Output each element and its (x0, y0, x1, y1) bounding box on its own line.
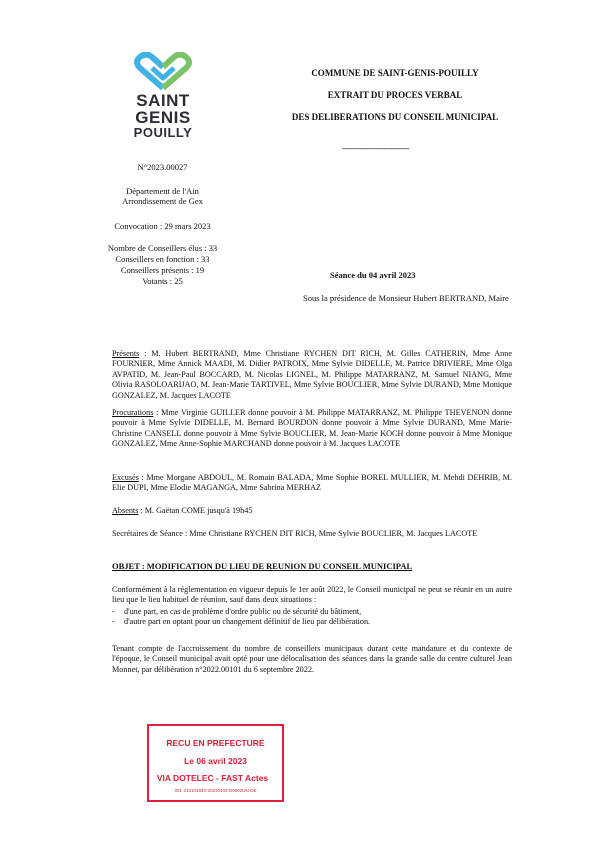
bullet-item-2: - d'autre part en optant pour un changement définitif de lieu par délibération. (112, 617, 512, 627)
conseillers-elus: Nombre de Conseillers élus : 33 (107, 243, 218, 253)
seance-date: Séance du 04 avril 2023 (330, 270, 416, 280)
procurations-paragraph (112, 408, 512, 450)
stamp-line-date: Le 06 avril 2023 (184, 756, 247, 766)
header-commune: COMMUNE DE SAINT-GENIS-POUILLY (311, 68, 479, 78)
logo-wordmark (118, 92, 208, 140)
logo-line-genis: GENIS (135, 108, 191, 127)
presents-paragraph (112, 349, 512, 401)
header-deliberations: DES DELIBERATIONS DU CONSEIL MUNICIPAL (291, 112, 499, 122)
bullet-item-1: - d'une part, en cas de problème d'ordre public ou de sécurité du bâtiment, (112, 607, 512, 617)
heart-logo-icon (132, 52, 194, 92)
conseillers-presents: Conseillers présents : 19 (120, 265, 205, 275)
procurations-label: Procurations (112, 408, 154, 417)
header-separator: ------------------------------- (342, 144, 410, 153)
logo-line-pouilly: POUILLY (133, 125, 193, 140)
presents-label: Présents (112, 349, 140, 358)
arrondissement: Arrondissement de Gex (122, 196, 203, 206)
absents-text: : M. Gaëtan COME jusqu'à 19h45 (138, 506, 253, 515)
excuses-label: Excusés (112, 473, 139, 482)
departement: Département de l'Ain (126, 186, 199, 196)
excuses-paragraph (112, 473, 512, 494)
seance-presidence: Sous la présidence de Monsieur Hubert BERTRAND, Maire (303, 293, 509, 303)
procurations-text: : Mme Virginie GUILLER donne pouvoir à M. Philippe MATARRANZ, M. Philippe THEVENON donne pouvoir à Mme Sylvie DIDELLE, M. Bernard BOURDON donne pouvoir à Mme Sylvie DURAND, Mme Marie-Christine CANSELL donne pouvoir à Mme Sylvie BOUCLIER, M. Jean-Marie KOCH donne pouvoir à Mme Monique GONZALEZ, Mme Anne-Sophie MARCHAND donne pouvoir à M. Jacques LACOTE (112, 408, 512, 449)
body-paragraph-2: Tenant compte de l'accroissement du nombre de conseillers municipaux durant cette mandature et du contexte de l'époque, le Conseil municipal avait opté pour une délocalisation des séances dans la grande salle du centre culturel Jean Monnet, par délibération n°2022.00101 du 6 septembre 2022. (112, 644, 512, 674)
objet-title: OBJET : MODIFICATION DU LIEU DE REUNION DU CONSEIL MUNICIPAL (112, 561, 413, 571)
absents-label: Absents (112, 506, 139, 515)
logo-line-saint: SAINT (136, 91, 190, 110)
body-bullets (112, 607, 512, 628)
header-extrait: EXTRAIT DU PROCES VERBAL (327, 90, 463, 100)
absents-paragraph (112, 506, 512, 516)
stamp-line-recu: RECU EN PREFECTURE (166, 738, 265, 748)
body-paragraph-1: Conformément à la réglementation en vigueur depuis le 1er août 2022, le Conseil municipal ne peut se réunir en un autre lieu que le lieu habituel de réunion, sauf dans deux situations : (112, 585, 512, 605)
votants: Votants : 25 (142, 276, 183, 286)
presents-text: : M. Hubert BERTRAND, Mme Christiane RYCHEN DIT RICH, M. Gilles CATHERIN, Mme Anne FOURNIER, Mme Annick MAADI, M. Didier PATROIX, Mme Sylvie DIDELLE, M. Patrice DRIVIERE, Mme Olga AVPATID, M. Jean-Paul BOCCARD, M. Nicolas LIGNEL, M. Philippe MATARRANZ, M. Samuel NIANG, Mme Olivia RASOLOARIJAO, M. Jean-Marie TARTIVEL, Mme Sylvie BOUCLIER, Mme Sylvie DURAND, Mme Monique GONZALEZ, M. Jacques LACOTE (112, 349, 512, 400)
excuses-text: : Mme Morgane ABDOUL, M. Romain BALADA, Mme Sophie BOREL MULLIER, M. Mehdi DEHRIB, M. Elie DUPI, Mme Elodie MAGANGA, Mme Sabrina MERHAZ (112, 473, 512, 493)
convocation: Convocation : 29 mars 2023 (114, 221, 211, 231)
conseillers-fonction: Conseillers en fonction : 33 (115, 254, 210, 264)
numero: N°2023.00027 (137, 162, 188, 172)
secretaires-paragraph: Secrétaires de Séance : Mme Christiane RYCHEN DIT RICH, Mme Sylvie BOUCLIER, M. Jacques LACOTE (112, 529, 478, 538)
logo (118, 52, 208, 140)
stamp-line-via: VIA DOTELEC - FAST Actes (156, 773, 269, 783)
stamp-line-id: 001-210101840-20230404-D0002UN-DE (174, 788, 257, 793)
prefecture-stamp (147, 724, 284, 802)
